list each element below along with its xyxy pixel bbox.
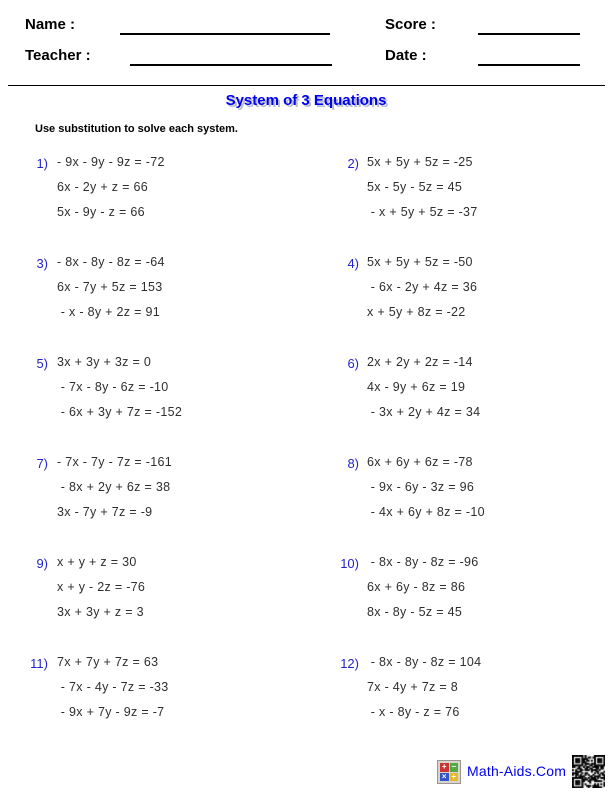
equation: - 7x - 8y - 6z = -10 — [57, 380, 169, 394]
equation-list — [57, 650, 306, 725]
math-aids-brand-link[interactable]: Math-Aids.Com — [467, 763, 567, 779]
problem-number: 6) — [347, 356, 359, 371]
worksheet-title: System of 3 Equations — [225, 92, 387, 109]
teacher-write-line — [130, 64, 332, 66]
equation: - 8x - 8y - 8z = -64 — [57, 255, 165, 269]
problem — [335, 350, 612, 425]
logo-symbol: × — [441, 771, 447, 781]
problem — [335, 550, 612, 625]
equation: - 6x - 2y + 4z = 36 — [367, 280, 478, 294]
problem-number: 5) — [36, 356, 48, 371]
problem — [26, 150, 306, 225]
equation: 6x + 6y - 8z = 86 — [367, 580, 466, 594]
equation: - x - 8y - z = 76 — [367, 705, 460, 719]
equation: - 4x + 6y + 8z = -10 — [367, 505, 485, 519]
equation: - 7x - 4y - 7z = -33 — [57, 680, 169, 694]
equation: - 9x - 9y - 9z = -72 — [57, 155, 165, 169]
equation: 6x + 6y + 6z = -78 — [367, 455, 473, 469]
date-label: Date : — [385, 47, 427, 64]
equation-list — [367, 550, 612, 625]
problem — [335, 450, 612, 525]
problem — [335, 650, 612, 725]
equation: 7x + 7y + 7z = 63 — [57, 655, 159, 669]
equation: - 6x + 3y + 7z = -152 — [57, 405, 183, 419]
equation: 2x + 2y + 2z = -14 — [367, 355, 473, 369]
equation: 5x - 5y - 5z = 45 — [367, 180, 463, 194]
equation: 3x + 3y + 3z = 0 — [57, 355, 152, 369]
problem-number: 8) — [347, 456, 359, 471]
equation-list — [57, 250, 306, 325]
equation: - 9x + 7y - 9z = -7 — [57, 705, 165, 719]
problem-number: 12) — [340, 656, 359, 671]
equation-list — [367, 650, 612, 725]
teacher-label: Teacher : — [25, 47, 91, 64]
equation: - x + 5y + 5z = -37 — [367, 205, 478, 219]
problem — [335, 250, 612, 325]
equation-list — [57, 350, 306, 425]
logo-symbol: ÷ — [450, 773, 459, 782]
equation-list — [367, 150, 612, 225]
problem — [26, 650, 306, 725]
problem-number: 2) — [347, 156, 359, 171]
problem-number: 3) — [36, 256, 48, 271]
score-write-line — [478, 33, 580, 35]
equation-list — [367, 250, 612, 325]
equation: - x - 8y + 2z = 91 — [57, 305, 160, 319]
equation: 8x - 8y - 5z = 45 — [367, 605, 463, 619]
name-label: Name : — [25, 16, 76, 33]
equation: - 7x - 7y - 7z = -161 — [57, 455, 173, 469]
equation-list — [57, 150, 306, 225]
problem — [335, 150, 612, 225]
equation: 5x - 9y - z = 66 — [57, 205, 145, 219]
equation: 3x - 7y + 7z = -9 — [57, 505, 153, 519]
equation: - 8x - 8y - 8z = 104 — [367, 655, 482, 669]
equation: - 8x + 2y + 6z = 38 — [57, 480, 171, 494]
problem-number: 1) — [36, 156, 48, 171]
equation: 7x - 4y + 7z = 8 — [367, 680, 458, 694]
instruction-text: Use substitution to solve each system. — [35, 123, 238, 135]
score-label: Score : — [385, 16, 436, 33]
equation: 3x + 3y + z = 3 — [57, 605, 144, 619]
equation: 4x - 9y + 6z = 19 — [367, 380, 466, 394]
problem-number: 9) — [36, 556, 48, 571]
problem-number: 10) — [340, 556, 359, 571]
equation: - 9x - 6y - 3z = 96 — [367, 480, 475, 494]
equation: - 8x - 8y - 8z = -96 — [367, 555, 479, 569]
problem — [26, 550, 306, 625]
logo-symbol: − — [451, 762, 457, 772]
equation: - 3x + 2y + 4z = 34 — [367, 405, 481, 419]
problem-number: 4) — [347, 256, 359, 271]
equation: x + y + z = 30 — [57, 555, 137, 569]
equation: x + 5y + 8z = -22 — [367, 305, 466, 319]
equation: 5x + 5y + 5z = -25 — [367, 155, 473, 169]
equation-list — [367, 350, 612, 425]
equation-list — [57, 550, 306, 625]
equation: x + y - 2z = -76 — [57, 580, 146, 594]
equation-list — [57, 450, 306, 525]
equation-list — [367, 450, 612, 525]
problem — [26, 450, 306, 525]
equation: 5x + 5y + 5z = -50 — [367, 255, 473, 269]
problem — [26, 250, 306, 325]
logo-symbol: + — [441, 762, 447, 772]
date-write-line — [478, 64, 580, 66]
math-aids-logo-icon — [437, 760, 461, 784]
equation: 6x - 2y + z = 66 — [57, 180, 148, 194]
equation: 6x - 7y + 5z = 153 — [57, 280, 163, 294]
problem-number: 7) — [36, 456, 48, 471]
problem — [26, 350, 306, 425]
header-divider — [8, 85, 605, 86]
name-write-line — [120, 33, 330, 35]
qr-code-icon — [572, 755, 605, 788]
problem-number: 11) — [30, 656, 48, 671]
